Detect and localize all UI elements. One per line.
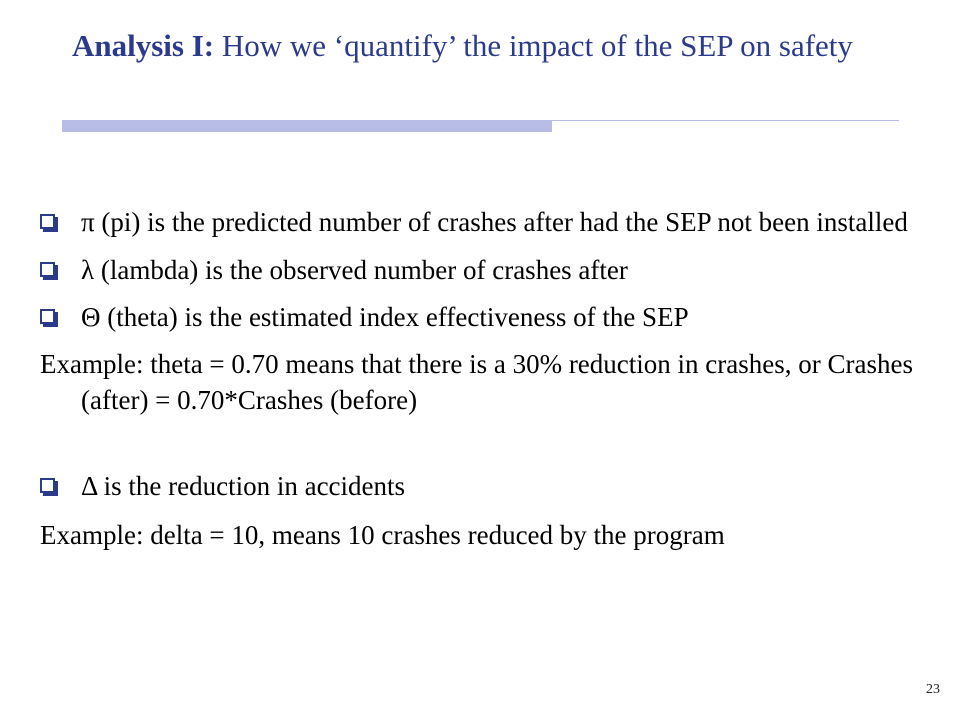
title-prefix: Analysis I: <box>72 28 215 63</box>
bullet-theta-text: Θ (theta) is the estimated index effectiveness of the SEP <box>81 302 689 332</box>
bullet-pi-text: π (pi) is the predicted number of crashes after had the SEP not been installed <box>81 207 908 237</box>
theta-example: Example: theta = 0.70 means that there is a 30% reduction in crashes, or Crashes (after) = 0.70*Crashes (before) <box>40 349 913 415</box>
checkbox-bullet-icon <box>40 262 55 277</box>
bullet-lambda-text: λ (lambda) is the observed number of crashes after <box>81 255 628 285</box>
slide-body <box>40 204 930 553</box>
title-accent-bar <box>62 120 552 132</box>
bullet-lambda <box>40 252 930 288</box>
checkbox-bullet-icon <box>40 309 55 324</box>
bullet-pi <box>40 204 930 240</box>
checkbox-bullet-icon <box>40 478 55 493</box>
delta-example: Example: delta = 10, means 10 crashes reduced by the program <box>40 520 725 550</box>
title-rest: How we ‘quantify’ the impact of the SEP on safety <box>214 28 853 63</box>
bullet-theta <box>40 299 930 335</box>
bullet-delta-text: Δ is the reduction in accidents <box>81 471 406 501</box>
slide-title <box>72 22 912 69</box>
bullet-delta <box>40 468 930 504</box>
title-divider-line <box>552 120 899 121</box>
page-number: 23 <box>926 682 940 697</box>
checkbox-bullet-icon <box>40 214 55 229</box>
